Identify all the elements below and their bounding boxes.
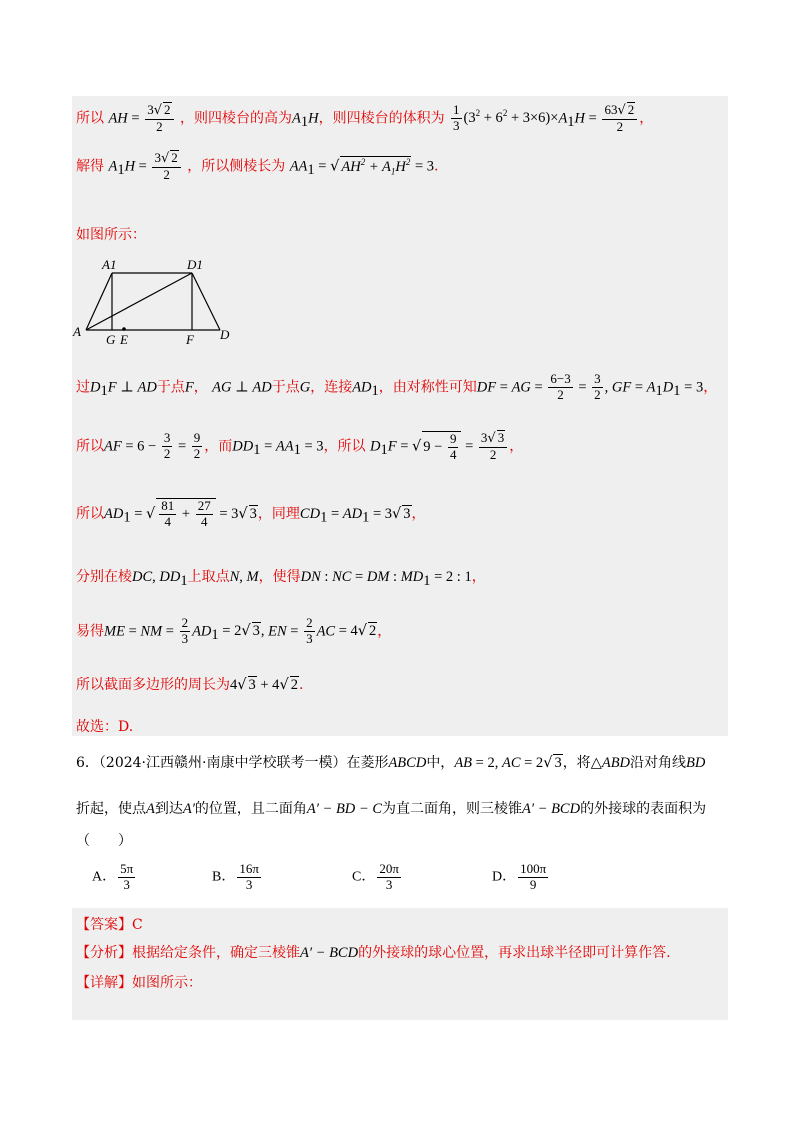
solution-line-7: 分别在棱DC, $DD_1$上取点N, M，使得DN : NC = DM : $MD_1 = 2$ : 1， — [76, 569, 486, 589]
solution-line-6: 所以$AD_1$ = √ $\frac{81}{4}$ + $\frac{27}{4}$ = 3√ 3，同理$CD_1 = AD_1 = 3√$ 3， — [76, 498, 426, 529]
solution-line-9: 所以截面多边形的周长为4√ 3 + 4√ 2. — [76, 677, 304, 693]
solution-line-2: 解得 $A_1H$ = $\frac{3√ 2}{2}$ ，所以侧棱长为 $AA_1$ = √ $AH^2 + A_1H^2 = 3$. — [76, 150, 439, 182]
answer-line: 【答案】C — [76, 917, 143, 933]
solution-line-8: 易得ME = NM = $\frac{2}{3}$ $AD_1 = 2√$ 3, EN = $\frac{2}{3}$ AC = 4√ 2， — [76, 615, 392, 646]
question-paren: （ ） — [76, 833, 132, 849]
option-b[interactable]: B． $\frac{16\pi}{3}$ — [212, 861, 259, 892]
solution-line-3: 如图所示： — [76, 227, 146, 243]
svg-text:A1: A1 — [102, 257, 117, 272]
svg-text:F: F — [186, 332, 194, 346]
solution-line-4: 过$D_1F$ ⊥ AD于点F， AG ⊥ AD于点G，连接$AD_1$，由对称性可知DF = AG = $\frac{6-3}{2}$ = $\frac{3}{2}$ , GF = $A_1D_1 = 3$， — [76, 371, 718, 402]
question-number: 6． — [76, 755, 99, 771]
svg-text:A: A — [73, 324, 81, 339]
option-a[interactable]: A． $\frac{5\pi}{3}$ — [92, 861, 134, 892]
trapezoid-figure — [72, 256, 232, 346]
solution-line-10: 故选：D. — [76, 719, 134, 735]
solution-line-1: 所以 AH = $\frac{3√ 2}{2}$ ，则四棱台的高为$A_1H$，则四棱台的体积为 $\frac{1}{3}$ $(3^2 + 6^2 + 3\times 6)\times A_1H$ = $\frac{63√ 2}{2}$ ， — [76, 102, 654, 134]
analysis-line: 【分析】根据给定条件，确定三棱锥A′ − BCD的外接球的球心位置，再求出球半径即可计算作答. — [76, 945, 671, 961]
detail-line: 【详解】如图所示： — [76, 975, 202, 991]
question-line-1: 6．（2024·江西赣州·南康中学校联考一模）在菱形ABCD中，AB = 2, AC = 2√ 3，将△ABD沿对角线BD — [76, 755, 706, 771]
option-d[interactable]: D． $\frac{100\pi}{9}$ — [492, 861, 547, 892]
question-line-2: 折起，使点A到达A′的位置，且二面角A′ − BD − C为直二面角，则三棱锥A′ − BCD的外接球的表面积为 — [76, 801, 707, 817]
svg-text:D1: D1 — [187, 257, 203, 272]
option-c[interactable]: C． $\frac{20\pi}{3}$ — [352, 861, 399, 892]
svg-text:D: D — [220, 327, 230, 342]
svg-text:E: E — [120, 332, 128, 346]
trapezoid-diagram — [72, 256, 232, 346]
answer-panel — [72, 908, 728, 1020]
solution-line-5: 所以AF = 6 − $\frac{3}{2}$ = $\frac{9}{2}$ ，而$DD_1 = AA_1 = 3$，所以 $D_1F$ = √ 9 − $\frac{9}{4}$ = $\frac{3√ 3}{2}$ ， — [76, 430, 524, 462]
svg-text:G: G — [106, 332, 116, 346]
